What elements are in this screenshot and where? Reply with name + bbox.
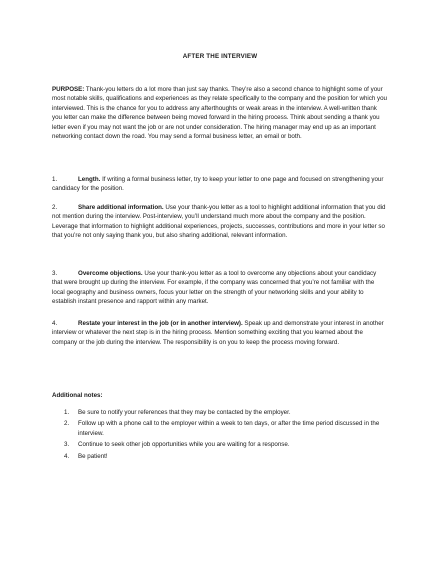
item-text: Use your thank-you letter as a tool to highlight additional information that you did not mention during the interview. Post-interview, you’ll understand much more about the company and the position. Leverage that information to highlight additional experiences, projects, successes, contributions and more in your letter so that you’re not only saying thank you, but also sharing additional, relevant information. <box>52 204 386 240</box>
list-item-number: 4. <box>64 452 70 460</box>
item-heading: Share additional information. <box>78 204 164 211</box>
list-item-text: Follow up with a phone call to the employer within a week to ten days, or after the time period discussed in the interview. <box>78 420 380 437</box>
list-item-text: Continue to seek other job opportunities while you are waiting for a response. <box>78 441 290 449</box>
additional-notes-heading: Additional notes: <box>52 392 103 399</box>
numbered-item <box>52 269 388 307</box>
list-item-number: 2. <box>64 420 70 428</box>
purpose-text: Thank-you letters do a lot more than just say thanks. They’re also a second chance to highlight some of your most notable skills, qualifications and experiences as they relate specifically to the company and the position for which you interviewed. This is the chance for you to address any afterthoughts or weak areas in the interview. A well-written thank you letter can make the difference between being moved forward in the hiring process. Think about sending a thank you letter even if you may not want the job or are not under consideration. The hiring manager may end up as an important networking contact down the road. You may send a formal business letter, an email or both. <box>52 86 387 141</box>
numbered-item <box>52 319 388 347</box>
item-heading: Overcome objections. <box>78 270 143 277</box>
list-item-text: Be patient! <box>78 452 108 460</box>
numbered-item <box>52 175 388 194</box>
item-text: Use your thank-you letter as a tool to overcome any objections about your candidacy that were brought up during the interview. For example, if the company was concerned that you’re not familiar with the local geography and business owners, focus your letter on the strength of your networking skills and your ability to establish instant presence and rapport within any market. <box>52 270 377 306</box>
item-number: 3. <box>52 270 58 277</box>
item-heading: Restate your interest in the job (or in another interview). <box>78 320 243 327</box>
item-text: If writing a formal business letter, try to keep your letter to one page and focused on strengthening your candidacy for the position. <box>52 176 384 193</box>
item-number: 4. <box>52 320 58 327</box>
item-heading: Length. <box>78 176 101 183</box>
list-item <box>64 452 388 461</box>
item-text: Speak up and demonstrate your interest in another interview or whatever the next step is in the hiring process. Mention something exciting that you learned about the company or the job during the interview. The responsibility is on you to keep the process moving forward. <box>52 320 384 346</box>
purpose-label: PURPOSE: <box>52 86 85 93</box>
numbered-item <box>52 203 388 241</box>
list-item-number: 3. <box>64 441 70 449</box>
list-item <box>64 419 388 438</box>
list-item <box>64 408 388 417</box>
item-number: 2. <box>52 204 58 211</box>
document-title: AFTER THE INTERVIEW <box>182 53 258 60</box>
item-number: 1. <box>52 176 58 183</box>
list-item-number: 1. <box>64 409 70 416</box>
additional-notes-list <box>64 408 388 461</box>
purpose-paragraph <box>52 85 388 142</box>
list-item-text: Be sure to notify your references that they may be contacted by the employer. <box>78 409 291 416</box>
list-item <box>64 440 388 449</box>
